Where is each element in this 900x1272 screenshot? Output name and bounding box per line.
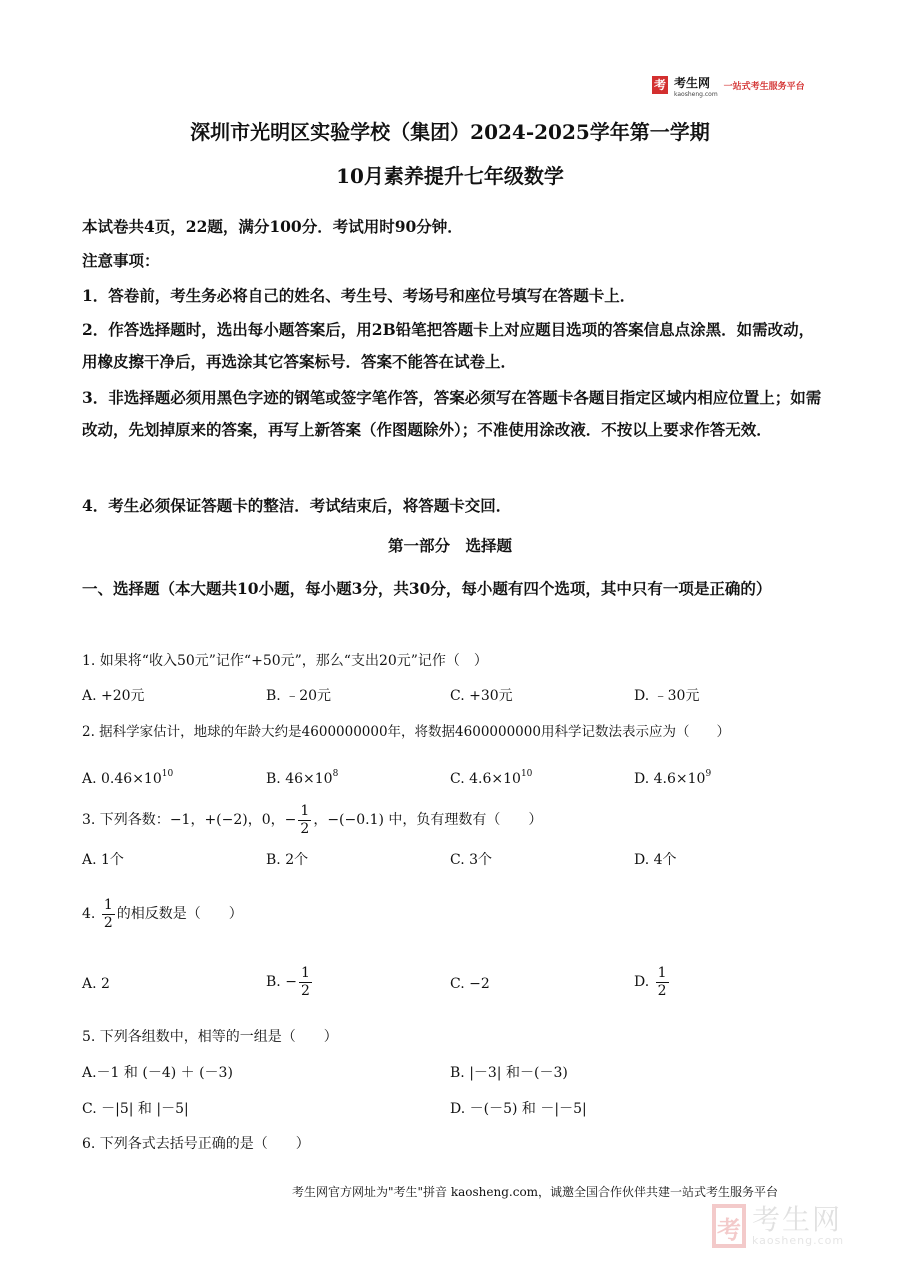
q5-option-d: D. －(－5) 和 －|－5| <box>450 1101 587 1117</box>
q4-d-den: 2 <box>657 982 667 999</box>
q4-d-num: 1 <box>657 964 667 981</box>
q3-number: −1 <box>169 812 191 828</box>
watermark-domain: kaosheng.com <box>752 1234 845 1247</box>
q1-option-b: B. ﹣20元 <box>266 688 332 704</box>
notice-item: 1．答卷前，考生务必将自己的姓名、考生号、考场号和座位号填写在答题卡上． <box>82 286 636 305</box>
q3-fraction-num: 1 <box>300 802 310 819</box>
q4-fraction-den: 2 <box>103 914 113 931</box>
q2-d-label: D. <box>634 771 650 787</box>
q4-option-b <box>266 962 314 1002</box>
exam-intro: 本试卷共4页，22题，满分100分．考试用时90分钟． <box>82 217 463 236</box>
brand-logo <box>652 72 805 98</box>
q3-suffix: 中，负有理数有（ ） <box>383 812 543 828</box>
notice-item: 2．作答选择题时，选出每小题答案后，用2B铅笔把答题卡上对应题目选项的答案信息点涂黑．如需改动，用橡皮擦干净后，再选涂其它答案标号．答案不能答在试卷上． <box>82 320 815 371</box>
q4-fraction <box>102 897 115 932</box>
q2-d-base: 4.6×10 <box>653 771 706 787</box>
q3-separator: ，0， <box>247 812 285 828</box>
page-subtitle: 10月素养提升七年级数学 <box>336 164 564 188</box>
q4-b-sign: − <box>285 974 297 990</box>
question-5: 5. 下列各组数中，相等的一组是（ ） <box>82 1029 338 1045</box>
q1-option-d: D. ﹣30元 <box>634 688 700 704</box>
question-2: 2. 据科学家估计，地球的年龄大约是4600000000年，将数据4600000000用科学记数法表示应为（ ） <box>82 724 730 740</box>
notice-heading: 注意事项： <box>82 251 160 270</box>
part-title: 第一部分 选择题 <box>387 536 512 555</box>
q2-a-exp: 10 <box>161 769 174 779</box>
notice-item: 3．非选择题必须用黑色字迹的钢笔或签字笔作答，答案必须写在答题卡各题目指定区域内相应位置上；如需改动，先划掉原来的答案，再写上新答案（作图题除外）；不准使用涂改液．不按以上要求作答无效． <box>82 388 822 439</box>
q4-option-c <box>450 974 490 994</box>
watermark-logo-icon: 考 <box>712 1204 746 1248</box>
watermark-text <box>752 1205 844 1247</box>
q2-c-exp: 10 <box>520 769 533 779</box>
q4-prefix: 4. <box>82 906 96 922</box>
q4-suffix: 的相反数是（ ） <box>116 906 243 922</box>
brand-text <box>674 72 718 98</box>
brand-name: 考生网 <box>674 76 711 90</box>
page-footer: 考生网官方网址为"考生"拼音 kaosheng.com，诚邀全国合作伙伴共建一站式考生服务平台 <box>292 1185 779 1199</box>
q1-option-a: A. +20元 <box>82 688 145 704</box>
page-title: 深圳市光明区实验学校（集团）2024-2025学年第一学期 <box>190 120 710 144</box>
kaosheng-logo-icon: 考 <box>653 78 666 92</box>
q3-number: +(−2) <box>204 812 248 828</box>
q2-b-exp: 8 <box>332 769 339 779</box>
section-heading: 一、选择题（本大题共10小题，每小题3分，共30分，每小题有四个选项，其中只有一项是正确的） <box>82 579 772 598</box>
q4-c-label: C. <box>450 976 465 992</box>
q3-separator: ， <box>190 812 205 828</box>
question-1: 1. 如果将“收入50元”记作“+50元”，那么“支出20元”记作（ ） <box>82 653 488 669</box>
brand-slogan: 一站式考生服务平台 <box>723 81 805 92</box>
q2-c-base: 4.6×10 <box>469 771 521 787</box>
q4-b-label: B. <box>266 974 281 990</box>
notice-item: 4．考生必须保证答题卡的整洁．考试结束后，将答题卡交回． <box>82 496 512 515</box>
q2-d-exp: 9 <box>705 769 712 779</box>
q3-neg-sign: − <box>284 812 297 828</box>
q3-option-b: B. 2个 <box>266 852 309 868</box>
q4-d-fraction <box>656 965 669 1000</box>
q4-fraction-num: 1 <box>103 896 113 913</box>
question-4 <box>82 894 243 934</box>
q5-option-a: A.－1 和 (－4) ＋ (－3) <box>82 1065 233 1081</box>
q4-c-value: −2 <box>469 976 490 992</box>
q2-option-a <box>82 764 173 789</box>
q3-option-c: C. 3个 <box>450 852 493 868</box>
q4-option-a: A. 2 <box>82 976 110 992</box>
q3-fraction-den: 2 <box>300 820 310 837</box>
q4-d-label: D. <box>634 974 650 990</box>
q5-option-c: C. －|5| 和 |－5| <box>82 1101 189 1117</box>
q2-a-label: A. <box>82 771 97 787</box>
q2-b-label: B. <box>266 771 281 787</box>
q3-option-d: D. 4个 <box>634 852 677 868</box>
watermark-name: 考生网 <box>752 1203 843 1236</box>
question-6: 6. 下列各式去括号正确的是（ ） <box>82 1136 310 1152</box>
q4-b-fraction <box>299 965 312 1000</box>
q1-option-c: C. +30元 <box>450 688 513 704</box>
q4-b-num: 1 <box>300 964 310 981</box>
q4-option-d <box>634 962 671 1002</box>
q2-b-base: 46×10 <box>285 771 333 787</box>
q3-option-a: A. 1个 <box>82 852 124 868</box>
q3-prefix: 3. 下列各数： <box>82 812 170 828</box>
q3-separator: ， <box>313 812 328 828</box>
q2-option-c <box>450 764 532 789</box>
watermark <box>712 1204 844 1248</box>
q2-option-b <box>266 764 338 789</box>
q2-option-d <box>634 764 711 789</box>
q4-b-den: 2 <box>300 982 310 999</box>
q3-fraction <box>298 803 311 838</box>
q3-number: −(−0.1) <box>327 812 384 828</box>
q2-a-base: 0.46×10 <box>101 771 162 787</box>
brand-domain: kaosheng.com <box>674 91 718 98</box>
q5-option-b: B. |－3| 和－(－3) <box>450 1065 568 1081</box>
question-3 <box>82 800 542 840</box>
q2-c-label: C. <box>450 771 465 787</box>
